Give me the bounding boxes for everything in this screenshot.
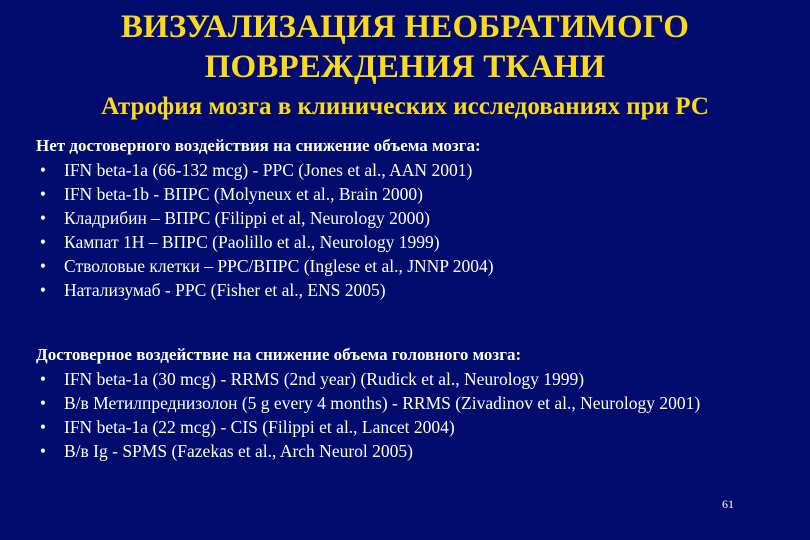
list-item <box>36 367 700 391</box>
list-item-text: Натализумаб - PPC (Fisher et al., ENS 2005) <box>64 280 386 300</box>
list-item-text: В/в Метилпреднизолон (5 g every 4 months) - RRMS (Zivadinov et al., Neurology 2001) <box>64 393 701 413</box>
list-item <box>36 391 700 415</box>
list-item <box>36 278 494 302</box>
slide-subtitle: Атрофия мозга в клинических исследованиях при РС <box>101 93 709 120</box>
list-item-text: IFN beta-1a (22 mcg) - CIS (Filippi et al., Lancet 2004) <box>64 417 455 437</box>
list-item-text: IFN beta-1a (30 mcg) - RRMS (2nd year) (Rudick et al., Neurology 1999) <box>64 369 585 389</box>
list-no-effect <box>36 158 494 302</box>
list-item <box>36 254 494 278</box>
bullet-icon: • <box>39 160 47 180</box>
slide-title-line-2: ПОВРЕЖДЕНИЯ ТКАНИ <box>204 49 606 85</box>
list-item <box>36 158 494 182</box>
page-number: 61 <box>722 497 734 511</box>
bullet-icon: • <box>39 184 47 204</box>
bullet-icon: • <box>39 393 47 413</box>
list-item-text: IFN beta-1a (66-132 mcg) - PPC (Jones et al., AAN 2001) <box>64 160 473 180</box>
list-item <box>36 230 494 254</box>
list-item <box>36 439 700 463</box>
slide-title-line-1: ВИЗУАЛИЗАЦИЯ НЕОБРАТИМОГО <box>120 9 690 45</box>
list-item-text: В/в Ig - SPMS (Fazekas et al., Arch Neurol 2005) <box>64 441 413 461</box>
list-item-text: Стволовые клетки – PPC/ВПРС (Inglese et al., JNNP 2004) <box>64 256 494 276</box>
bullet-icon: • <box>39 369 47 389</box>
list-item <box>36 415 700 439</box>
list-item-text: IFN beta-1b - ВПРС (Molyneux et al., Brain 2000) <box>64 184 423 204</box>
bullet-icon: • <box>39 441 47 461</box>
bullet-icon: • <box>39 232 47 252</box>
bullet-icon: • <box>39 417 47 437</box>
list-item-text: Кладрибин – ВПРС (Filippi et al, Neurology 2000) <box>64 208 430 228</box>
bullet-icon: • <box>39 280 47 300</box>
bullet-icon: • <box>39 208 47 228</box>
list-item <box>36 182 494 206</box>
list-item-text: Кампат 1H – ВПРС (Paolillo et al., Neurology 1999) <box>64 232 440 252</box>
section-heading-no-effect: Нет достоверного воздействия на снижение объема мозга: <box>36 136 481 155</box>
bullet-icon: • <box>39 256 47 276</box>
list-significant-effect <box>36 367 700 463</box>
list-item <box>36 206 494 230</box>
section-heading-significant-effect: Достоверное воздействие на снижение объема головного мозга: <box>36 345 522 364</box>
